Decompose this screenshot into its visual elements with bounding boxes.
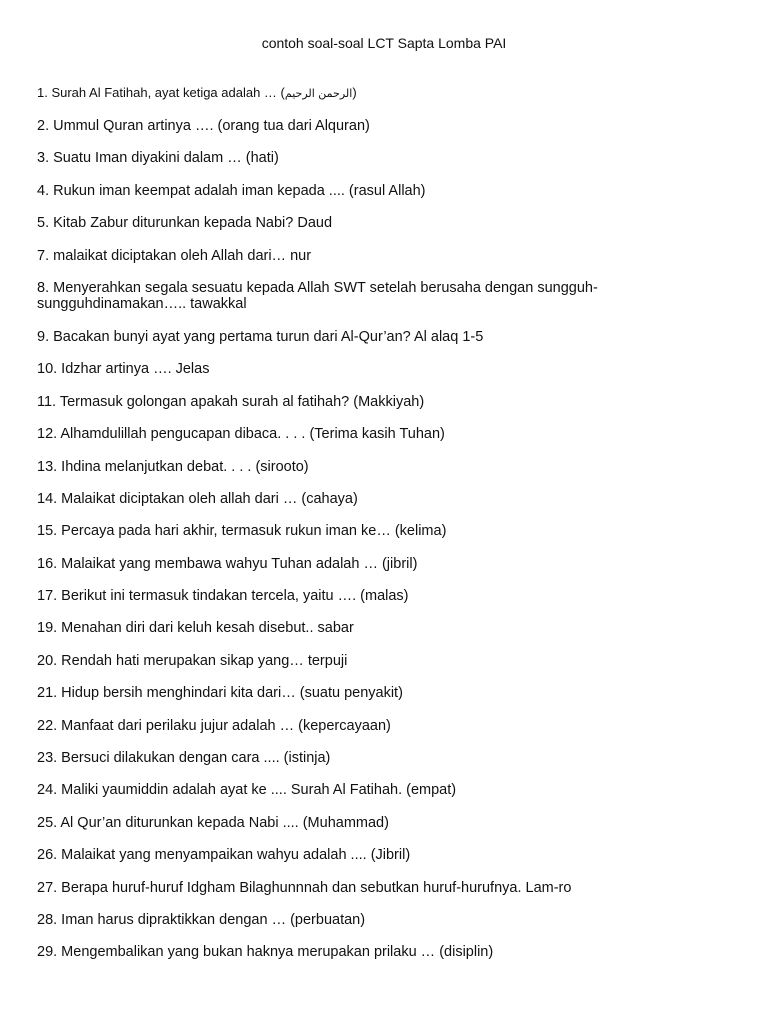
question-item-27: 27. Berapa huruf-huruf Idgham Bilaghunnnah dan sebutkan huruf-hurufnya. Lam-ro [37, 879, 572, 896]
question-item-11: 11. Termasuk golongan apakah surah al fatihah? (Makkiyah) [37, 393, 425, 410]
document-title: contoh soal-soal LCT Sapta Lomba PAI [261, 35, 507, 51]
question-item-1 [37, 85, 737, 118]
question-list [37, 85, 737, 977]
question-text: 1. Surah Al Fatihah, ayat ketiga adalah … ( [37, 85, 285, 100]
question-item-16: 16. Malaikat yang membawa wahyu Tuhan adalah … (jibril) [37, 555, 418, 572]
question-item-20: 20. Rendah hati merupakan sikap yang… terpuji [37, 652, 348, 669]
question-item-4: 4. Rukun iman keempat adalah iman kepada .... (rasul Allah) [37, 182, 426, 199]
question-item-26: 26. Malaikat yang menyampaikan wahyu adalah .... (Jibril) [37, 847, 411, 864]
question-item-3: 3. Suatu Iman diyakini dalam … (hati) [37, 150, 279, 167]
question-item-17: 17. Berikut ini termasuk tindakan tercela, yaitu …. (malas) [37, 588, 409, 605]
question-item-19: 19. Menahan diri dari keluh kesah disebut.. sabar [37, 620, 354, 637]
question-item-23: 23. Bersuci dilakukan dengan cara .... (istinja) [37, 750, 331, 767]
question-item-22: 22. Manfaat dari perilaku jujur adalah … (kepercayaan) [37, 717, 391, 734]
question-item-8: 8. Menyerahkan segala sesuatu kepada Allah SWT setelah berusaha dengan sungguh-sungguhdinamakan….. tawakkal [37, 279, 598, 312]
question-text-end: ) [352, 85, 357, 100]
question-item-7: 7. malaikat diciptakan oleh Allah dari… nur [37, 247, 312, 264]
arabic-phrase: الرحمن الرحيم [284, 87, 353, 100]
question-item-24: 24. Maliki yaumiddin adalah ayat ke .... Surah Al Fatihah. (empat) [37, 782, 457, 799]
question-item-25: 25. Al Qur’an diturunkan kepada Nabi .... (Muhammad) [37, 814, 389, 831]
question-item-12: 12. Alhamdulillah pengucapan dibaca. . . . (Terima kasih Tuhan) [37, 426, 445, 443]
question-item-10: 10. Idzhar artinya …. Jelas [37, 361, 210, 378]
question-item-9: 9. Bacakan bunyi ayat yang pertama turun dari Al-Qur’an? Al alaq 1-5 [37, 328, 484, 345]
question-item-28: 28. Iman harus dipraktikkan dengan … (perbuatan) [37, 911, 366, 928]
question-item-13: 13. Ihdina melanjutkan debat. . . . (sirooto) [37, 458, 309, 475]
question-item-2: 2. Ummul Quran artinya …. (orang tua dari Alquran) [37, 118, 370, 134]
question-item-21: 21. Hidup bersih menghindari kita dari… (suatu penyakit) [37, 685, 403, 702]
question-item-29: 29. Mengembalikan yang bukan haknya merupakan prilaku … (disiplin) [37, 944, 494, 961]
question-item-14: 14. Malaikat diciptakan oleh allah dari … (cahaya) [37, 490, 358, 507]
question-item-15: 15. Percaya pada hari akhir, termasuk rukun iman ke… (kelima) [37, 523, 447, 540]
question-item-5: 5. Kitab Zabur diturunkan kepada Nabi? Daud [37, 215, 333, 232]
